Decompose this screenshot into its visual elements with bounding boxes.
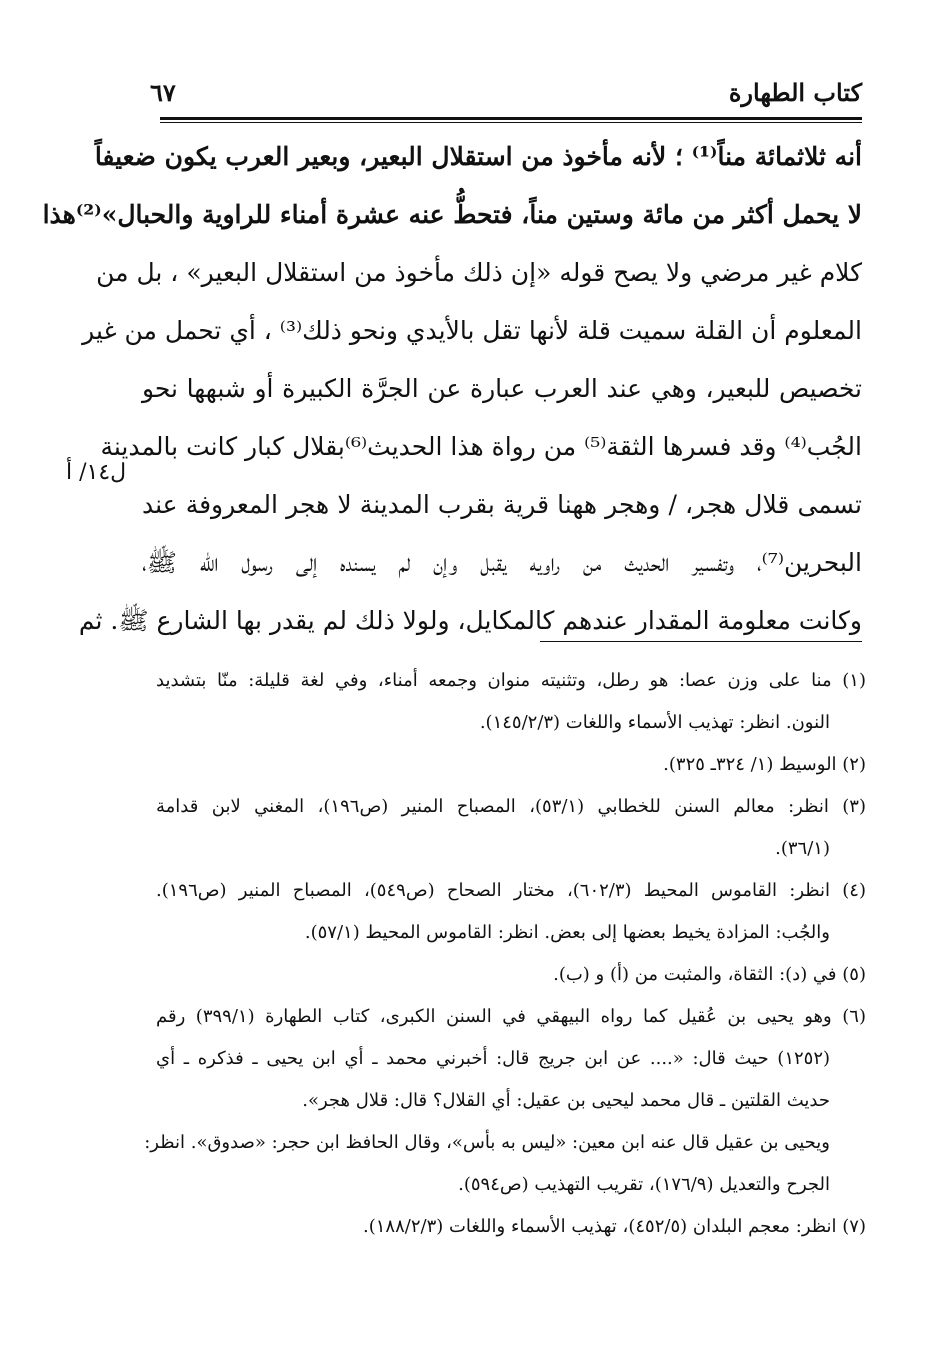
text-line: لا يحمل أكثر من مائة وستين مناً، فتحطُّ عنه عشرة أمناء للراوية والحبال»⁽²⁾هذا — [42, 200, 862, 229]
footnote-line: (٣) انظر: معالم السنن للخطابي (٥٣/١)، المصباح المنير (ص١٩٦)، المغني لابن قدامة — [156, 796, 866, 817]
text-line: كلام غير مرضي ولا يصح قوله «إن ذلك مأخوذ من استقلال البعير» ، بل من — [96, 258, 862, 287]
footnote-line: (٥) في (د): الثقاة، والمثبت من (أ) و (ب). — [553, 964, 866, 985]
text-line: أنه ثلاثمائة مناً⁽¹⁾ ؛ لأنه مأخوذ من استقلال البعير، وبعير العرب يكون ضعيفاً — [94, 142, 862, 171]
footnote-line: (١٢٥٢) حيث قال: «.... عن ابن جريج قال: أخبرني محمد ـ أي ابن يحيى ـ فذكره ـ أي — [156, 1048, 831, 1069]
footnotes — [144, 660, 866, 1248]
header-rule-thin — [160, 122, 862, 123]
page-header — [150, 78, 862, 112]
footnote-line: حديث القلتين ـ قال محمد ليحيى بن عقيل: أي القلال؟ قال: قلال هجر». — [302, 1090, 830, 1111]
text-line: الجُب⁽⁴⁾ وقد فسرها الثقة⁽⁵⁾ من رواة هذا الحديث⁽⁶⁾بقلال كبار كانت بالمدينة — [100, 432, 862, 461]
footnote-line: (٧) انظر: معجم البلدان (٤٥٢/٥)، تهذيب الأسماء واللغات (١٨٨/٢/٣). — [363, 1216, 866, 1237]
footnote-line: الجرح والتعديل (١٧٦/٩)، تقريب التهذيب (ص٥٩٤). — [458, 1174, 830, 1195]
text-line: وكانت معلومة المقدار عندهم كالمكايل، ولولا ذلك لم يقدر بها الشارع ﷺ. ثم — [78, 606, 862, 635]
footnote-line: والجُب: المزادة يخيط بعضها إلى بعض. انظر: القاموس المحيط (٥٧/١). — [304, 922, 830, 943]
text-line: المعلوم أن القلة سميت قلة لأنها تقل بالأيدي ونحو ذلك⁽³⁾ ، أي تحمل من غير — [82, 316, 862, 345]
text-line: البحرين⁽⁷⁾، وتفسير الحديث من راويه يقبل وإن لم يسنده إلى رسول الله ﷺ، — [142, 548, 862, 577]
footnote-line: (٣٦/١). — [775, 838, 830, 859]
footnote-line: (١) منا على وزن عصا: هو رطل، وتثنيته منوان وجمعه أمناء، وفي لغة قليلة: منّا بتشديد — [156, 670, 866, 691]
text-line: تسمى قلال هجر، / وهجر ههنا قرية بقرب المدينة لا هجر المعروفة عند — [142, 490, 862, 519]
header-rule-thick — [160, 117, 862, 120]
footnote-separator — [540, 641, 862, 642]
book-title: كتاب الطهارة — [728, 78, 862, 107]
footnote-line: (٢) الوسيط (١/ ٣٢٤ـ ٣٢٥). — [663, 754, 866, 775]
footnote-line: النون. انظر: تهذيب الأسماء واللغات (١٤٥/٢/٣). — [479, 712, 830, 733]
manuscript-folio-ref: ل١٤/ أ — [66, 460, 127, 485]
text-line: تخصيص للبعير، وهي عند العرب عبارة عن الجرَّة الكبيرة أو شبهها نحو — [142, 374, 862, 403]
footnote-line: ويحيى بن عقيل قال عنه ابن معين: «ليس به بأس»، وقال الحافظ ابن حجر: «صدوق». انظر: — [144, 1132, 830, 1153]
footnote-line: (٤) انظر: القاموس المحيط (٦٠٢/٣)، مختار الصحاح (ص٥٤٩)، المصباح المنير (ص١٩٦). — [156, 880, 866, 901]
page-number: ٦٧ — [150, 78, 176, 107]
footnote-line: (٦) وهو يحيى بن عُقيل كما رواه البيهقي في السنن الكبرى، كتاب الطهارة (٣٩٩/١) رقم — [156, 1006, 866, 1027]
